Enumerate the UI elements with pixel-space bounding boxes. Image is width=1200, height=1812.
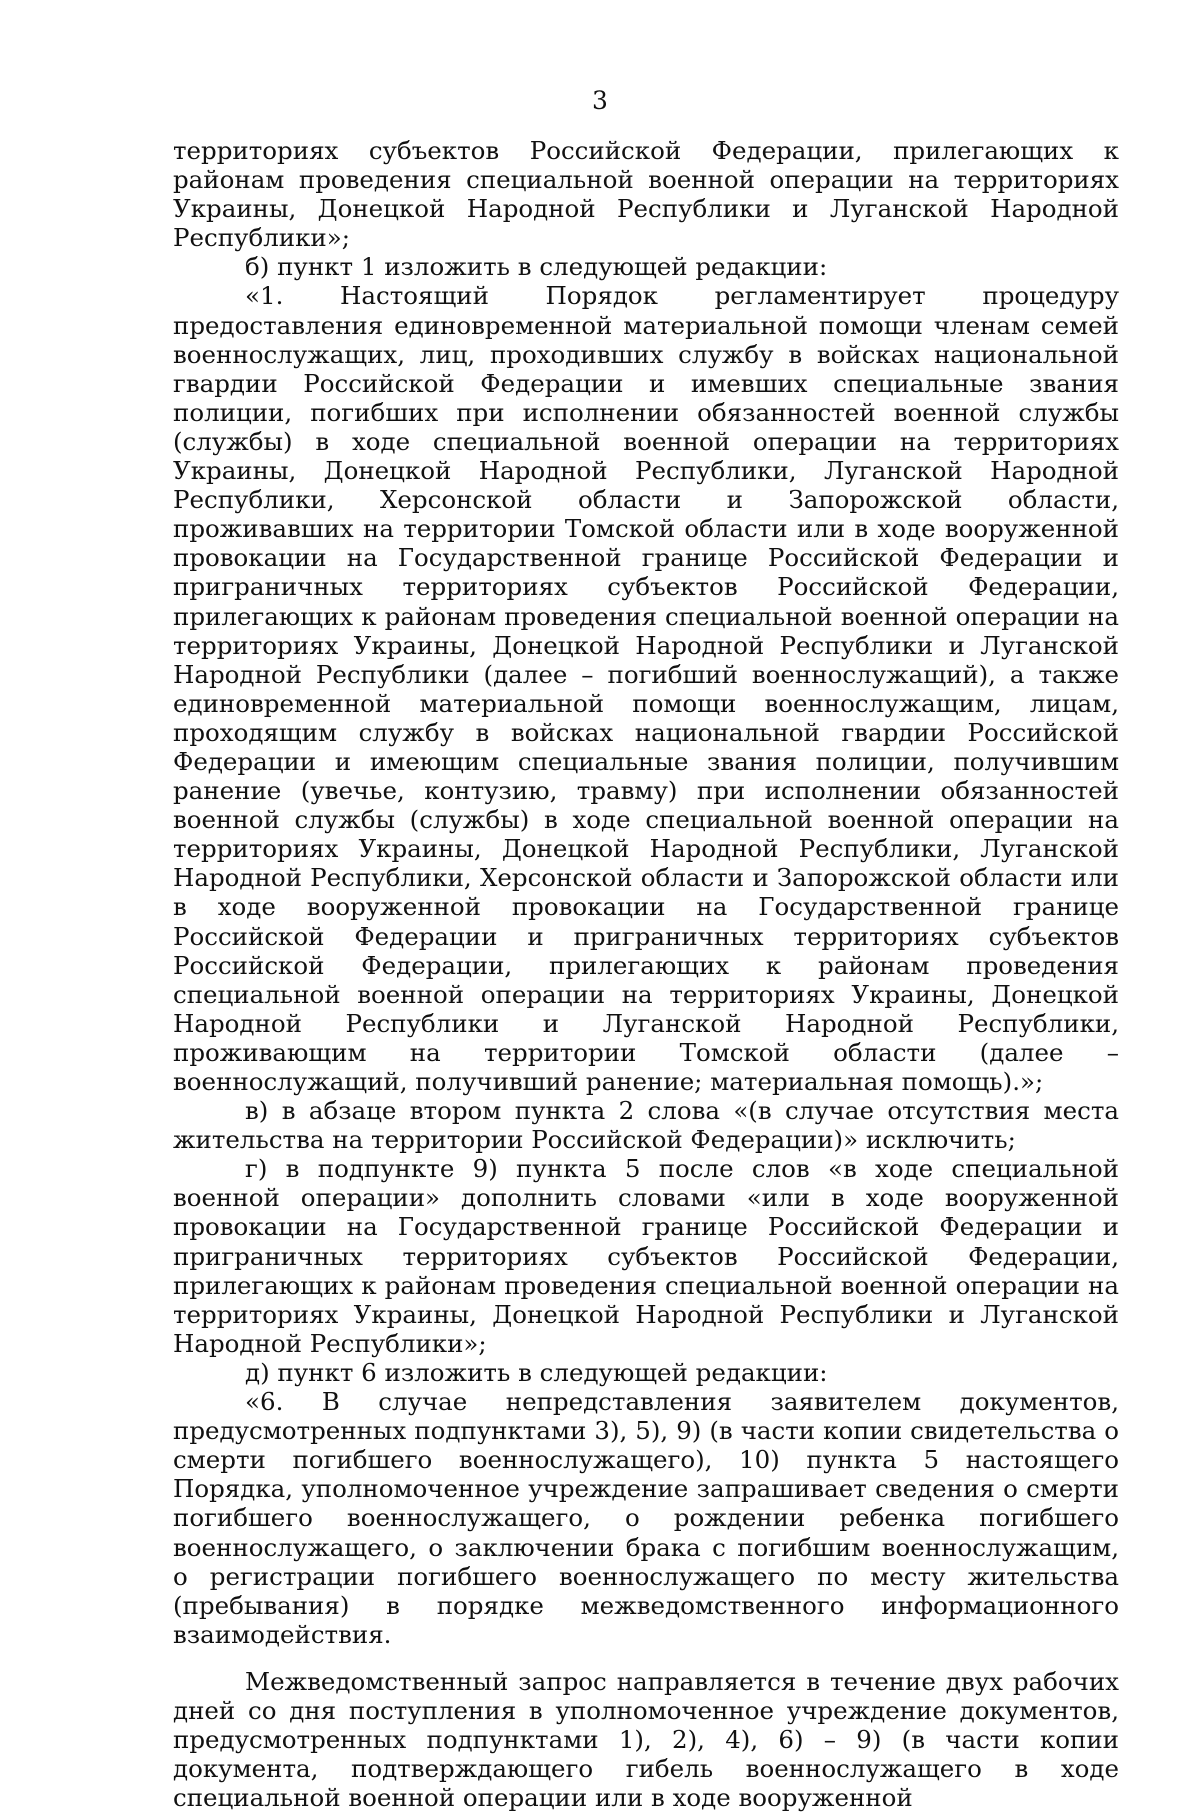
document-body: [173, 136, 1119, 1812]
paragraph-interagency-request: Межведомственный запрос направляется в течение двух рабочих дней со дня поступления в уполномоченное учреждение документов, предусмотренных подпунктами 1), 2), 4), 6) – 9) (в части копии документа, подтверждающего гибель военнослужащего в ходе специальной военной операции или в ходе вооруженной: [173, 1666, 1119, 1812]
paragraph-item-g: г) в подпункте 9) пункта 5 после слов «в ходе специальной военной операции» дополнить словами «или в ходе вооруженной провокации на Государственной границе Российской Федерации и приграничных территориях субъектов Российской Федерации, прилегающих к районам проведения специальной военной операции на территориях Украины, Донецкой Народной Республики и Луганской Народной Республики»;: [173, 1154, 1119, 1358]
paragraph-gap: [173, 1649, 1119, 1667]
page-number: 3: [592, 86, 608, 115]
paragraph-quote-point-1: «1. Настоящий Порядок регламентирует процедуру предоставления единовременной материальной помощи членам семей военнослужащих, лиц, проходивших службу в войсках национальной гвардии Российской Федерации и имевших специальные звания полиции, погибших при исполнении обязанностей военной службы (службы) в ходе специальной военной операции на территориях Украины, Донецкой Народной Республики, Луганской Народной Республики, Херсонской области и Запорожской области, проживавших на территории Томской области или в ходе вооруженной провокации на Государственной границе Российской Федерации и приграничных территориях субъектов Российской Федерации, прилегающих к районам проведения специальной военной операции на территориях Украины, Донецкой Народной Республики и Луганской Народной Республики (далее – погибший военнослужащий), а также единовременной материальной помощи военнослужащим, лицам, проходящим службу в войсках национальной гвардии Российской Федерации и имеющим специальные звания полиции, получившим ранение (увечье, контузию, травму) при исполнении обязанностей военной службы (службы) в ходе специальной военной операции на территориях Украины, Донецкой Народной Республики, Луганской Народной Республики, Херсонской области и Запорожской области или в ходе вооруженной провокации на Государственной границе Российской Федерации и приграничных территориях субъектов Российской Федерации, прилегающих к районам проведения специальной военной операции на территориях Украины, Донецкой Народной Республики и Луганской Народной Республики, проживающим на территории Томской области (далее – военнослужащий, получивший ранение; материальная помощь).»;: [173, 281, 1119, 1096]
paragraph-quote-point-6: «6. В случае непредставления заявителем документов, предусмотренных подпунктами 3), 5), 9) (в части копии свидетельства о смерти погибшего военнослужащего), 10) пункта 5 настоящего Порядка, уполномоченное учреждение запрашивает сведения о смерти погибшего военнослужащего, о рождении ребенка погибшего военнослужащего, о заключении брака с погибшим военнослужащим, о регистрации погибшего военнослужащего по месту жительства (пребывания) в порядке межведомственного информационного взаимодействия.: [173, 1387, 1119, 1649]
paragraph-continuation: территориях субъектов Российской Федерации, прилегающих к районам проведения специальной военной операции на территориях Украины, Донецкой Народной Республики и Луганской Народной Республики»;: [173, 136, 1119, 253]
paragraph-item-d: д) пункт 6 изложить в следующей редакции:: [245, 1357, 828, 1387]
paragraph-item-v: в) в абзаце втором пункта 2 слова «(в случае отсутствия места жительства на территории Российской Федерации)» исключить;: [173, 1096, 1119, 1155]
paragraph-item-b: б) пункт 1 изложить в следующей редакции:: [245, 252, 828, 282]
